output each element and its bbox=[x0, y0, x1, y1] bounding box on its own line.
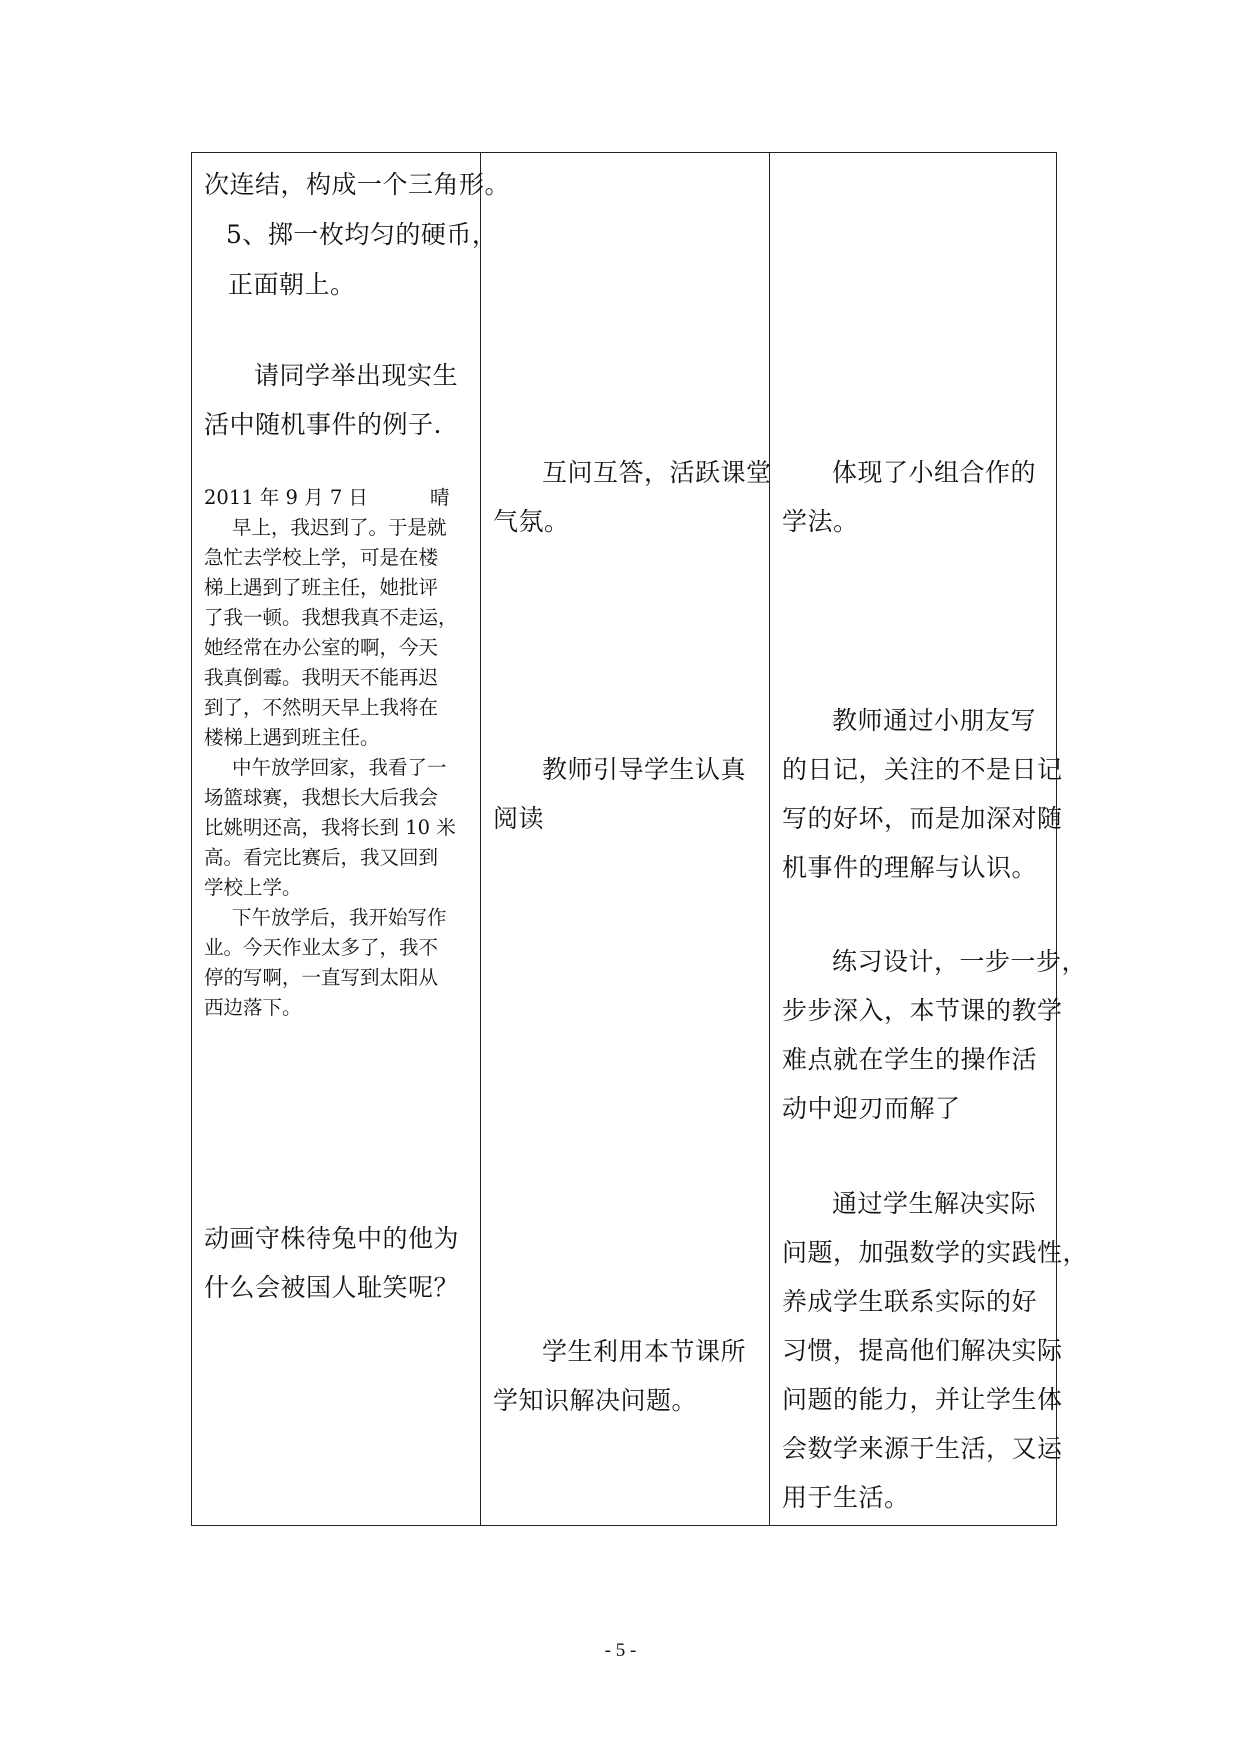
col1-question-line: 动画守株待兔中的他为 bbox=[204, 1224, 460, 1253]
diary-line: 高。看完比赛后，我又回到 bbox=[204, 846, 439, 869]
column-divider bbox=[769, 153, 770, 1525]
col3-line: 练习设计，一步一步， bbox=[832, 947, 1088, 976]
diary-line: 了我一顿。我想我真不走运， bbox=[204, 606, 458, 629]
col3-line: 机事件的理解与认识。 bbox=[782, 853, 1038, 882]
col2-line: 阅读 bbox=[493, 804, 545, 833]
col2-line: 互问互答，活跃课堂 bbox=[542, 458, 772, 487]
diary-line: 下午放学后，我开始写作 bbox=[232, 906, 447, 929]
diary-line: 场篮球赛，我想长大后我会 bbox=[204, 786, 439, 809]
col3-line: 会数学来源于生活，又运 bbox=[782, 1434, 1063, 1463]
diary-line: 中午放学回家，我看了一 bbox=[232, 756, 447, 779]
diary-line: 比姚明还高，我将长到 10 米 bbox=[204, 816, 456, 839]
column-divider bbox=[480, 153, 481, 1525]
col3-line: 动中迎刃而解了 bbox=[782, 1094, 961, 1123]
diary-line: 停的写啊，一直写到太阳从 bbox=[204, 966, 439, 989]
col3-line: 用于生活。 bbox=[782, 1483, 910, 1512]
diary-line: 楼梯上遇到班主任。 bbox=[204, 726, 380, 749]
diary-line: 西边落下。 bbox=[204, 996, 302, 1019]
col2-line: 学生利用本节课所 bbox=[542, 1337, 747, 1366]
col3-line: 教师通过小朋友写 bbox=[832, 706, 1037, 735]
col3-line: 难点就在学生的操作活 bbox=[782, 1045, 1038, 1074]
diary-date: 2011 年 9 月 7 日 bbox=[204, 486, 368, 509]
col1-question-line: 什么会被国人耻笑呢？ bbox=[204, 1273, 460, 1302]
lesson-table bbox=[191, 152, 1089, 1526]
col3-line: 步步深入，本节课的教学 bbox=[782, 996, 1063, 1025]
diary-line: 急忙去学校上学，可是在楼 bbox=[204, 546, 439, 569]
diary-line: 她经常在办公室的啊，今天 bbox=[204, 636, 439, 659]
col3-line: 的日记，关注的不是日记 bbox=[782, 755, 1063, 784]
col1-line: 次连结，构成一个三角形。 bbox=[204, 170, 511, 199]
col2-line: 气氛。 bbox=[493, 507, 570, 536]
col1-line: 5、掷一枚均匀的硬币， bbox=[226, 220, 498, 249]
col3-line: 问题的能力，并让学生体 bbox=[782, 1385, 1063, 1414]
col2-line: 教师引导学生认真 bbox=[542, 755, 747, 784]
col3-line: 写的好坏，而是加深对随 bbox=[782, 804, 1063, 833]
diary-line: 业。今天作业太多了，我不 bbox=[204, 936, 439, 959]
page-number: - 5 - bbox=[604, 1640, 637, 1661]
col1-prompt-line: 请同学举出现实生 bbox=[254, 361, 459, 390]
diary-line: 学校上学。 bbox=[204, 876, 302, 899]
col3-line: 问题，加强数学的实践性， bbox=[782, 1238, 1089, 1267]
col3-line: 养成学生联系实际的好 bbox=[782, 1287, 1038, 1316]
diary-weather: 晴 bbox=[430, 486, 450, 509]
col1-line: 正面朝上。 bbox=[228, 270, 356, 299]
col3-line: 习惯，提高他们解决实际 bbox=[782, 1336, 1063, 1365]
col1-prompt-line: 活中随机事件的例子. bbox=[204, 410, 442, 439]
col3-line: 体现了小组合作的 bbox=[832, 458, 1037, 487]
col3-line: 通过学生解决实际 bbox=[832, 1189, 1037, 1218]
diary-line: 到了，不然明天早上我将在 bbox=[204, 696, 439, 719]
col3-line: 学法。 bbox=[782, 507, 859, 536]
diary-line: 早上，我迟到了。于是就 bbox=[232, 516, 447, 539]
diary-line: 梯上遇到了班主任，她批评 bbox=[204, 576, 439, 599]
diary-line: 我真倒霉。我明天不能再迟 bbox=[204, 666, 439, 689]
col2-line: 学知识解决问题。 bbox=[493, 1386, 698, 1415]
